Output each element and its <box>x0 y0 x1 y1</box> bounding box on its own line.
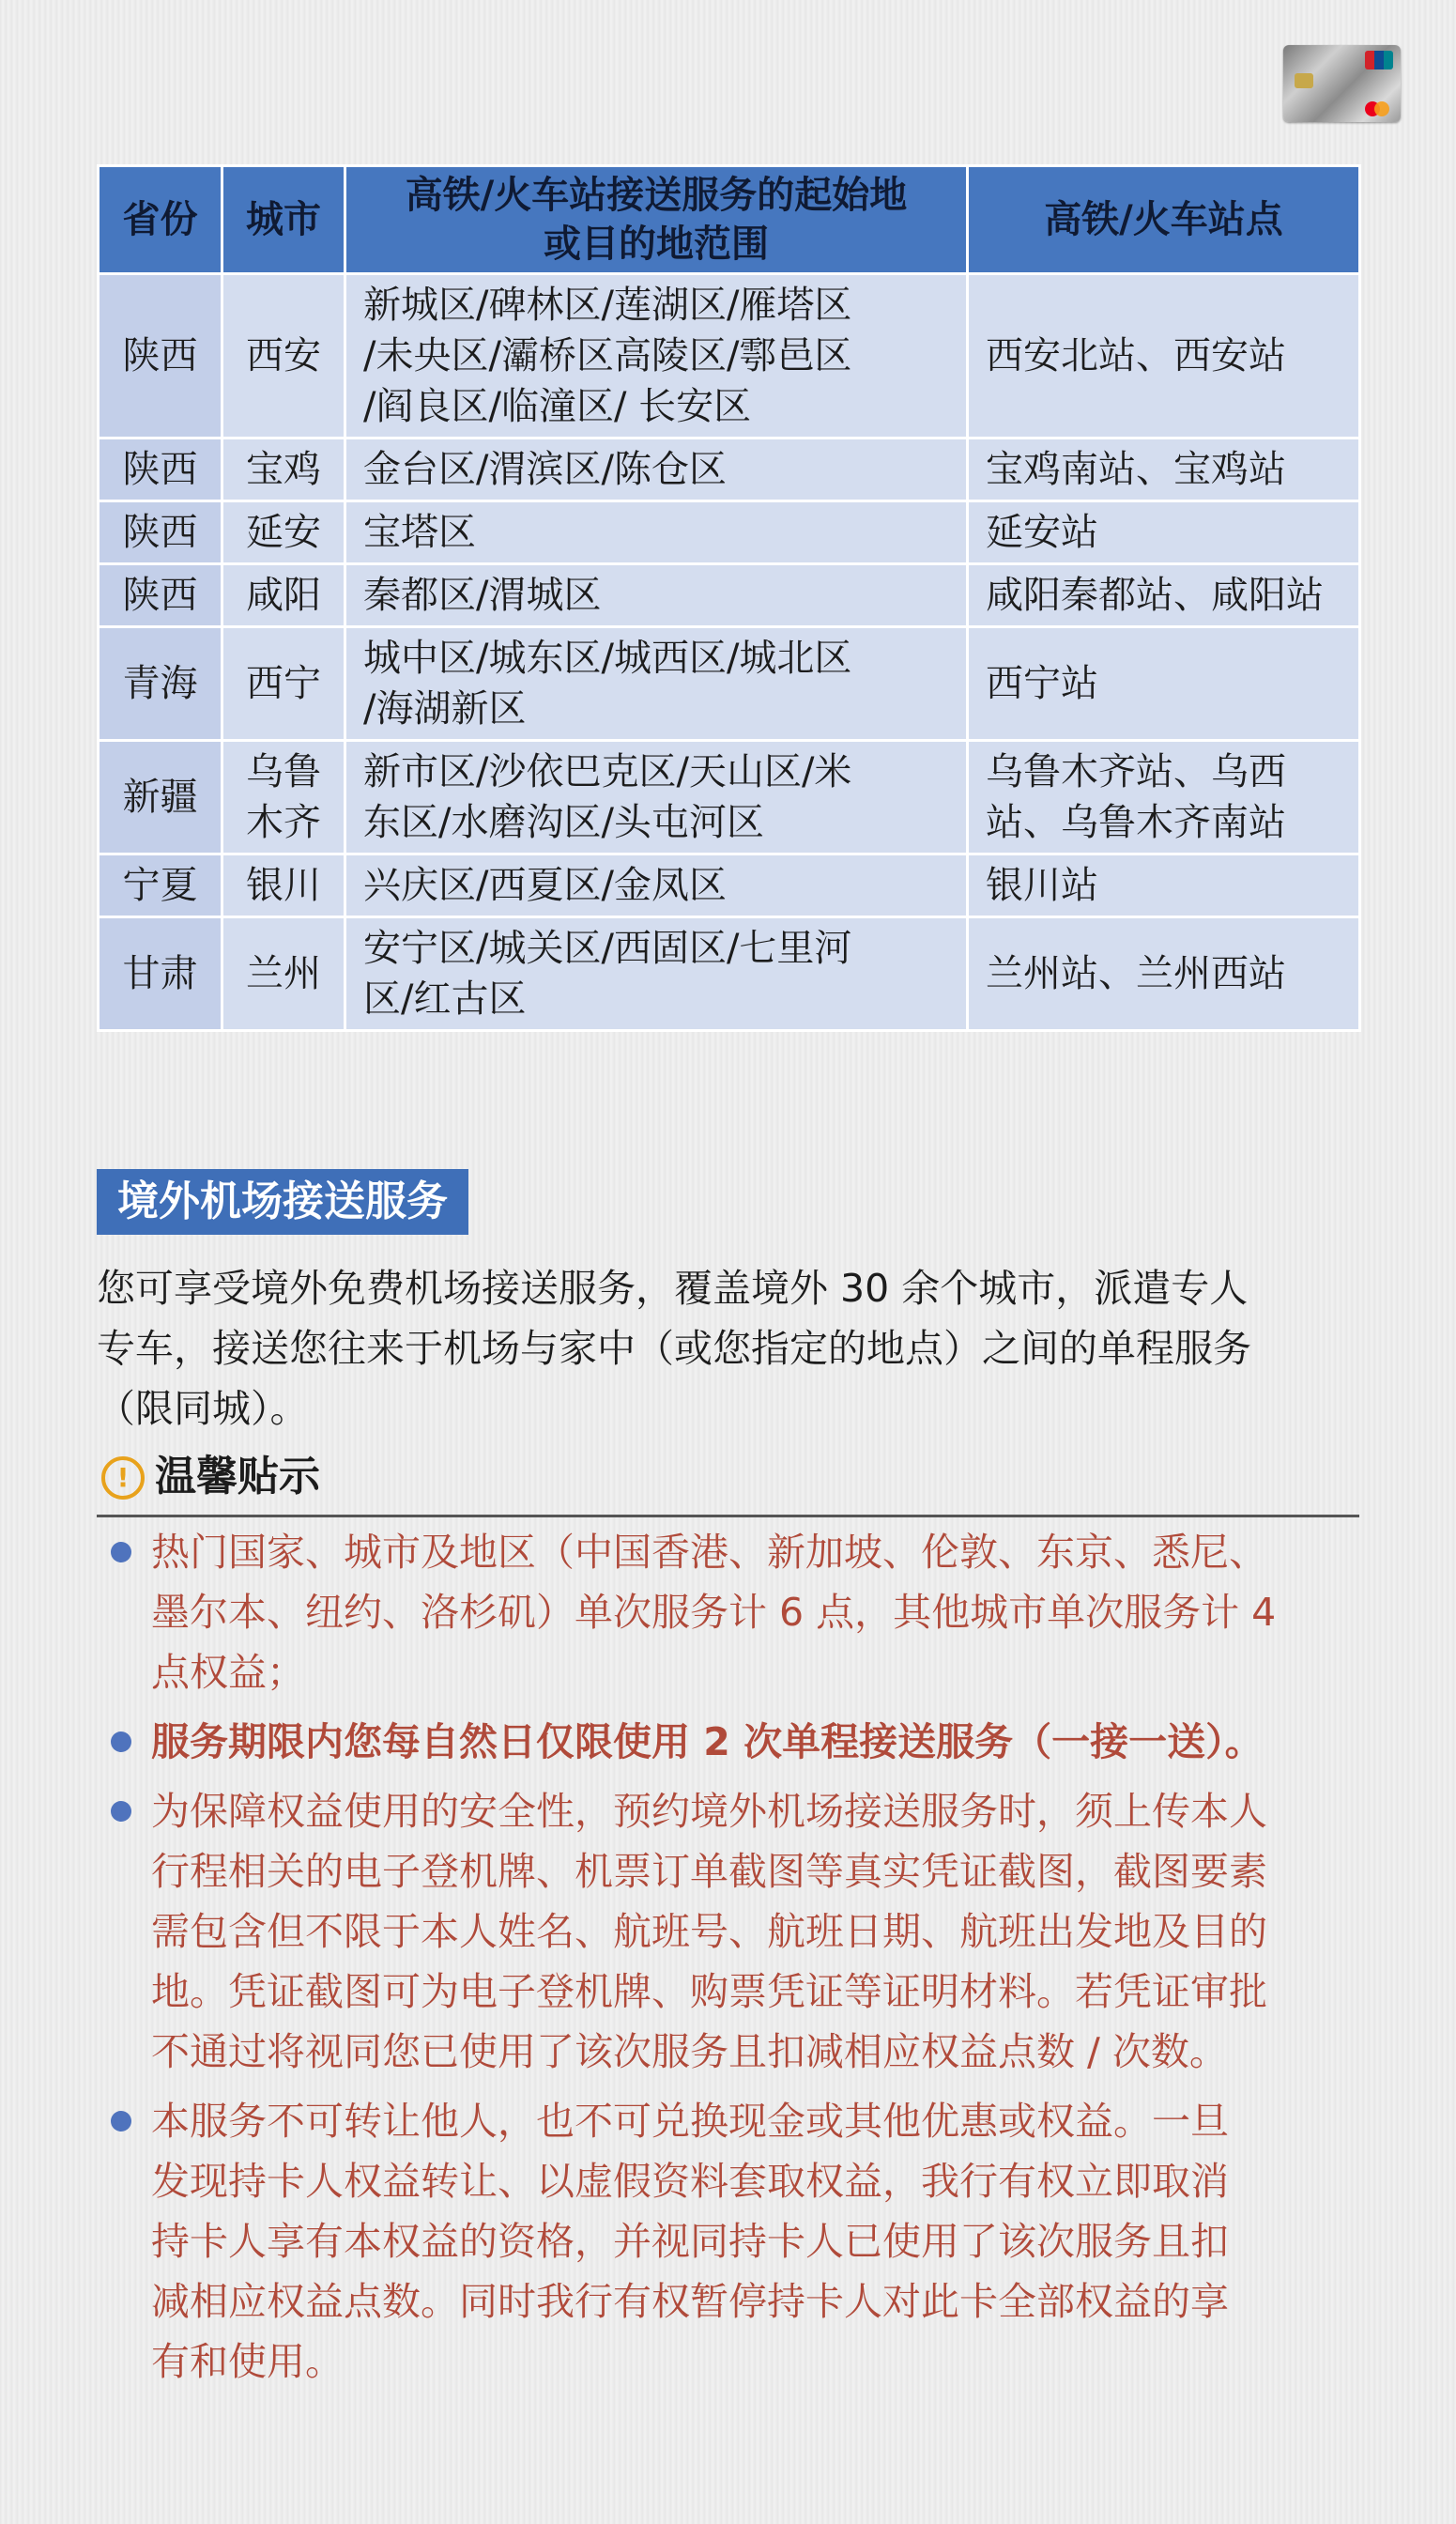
cell-city: 宝鸡 <box>222 439 345 501</box>
cell-range: 城中区/城东区/城西区/城北区 /海湖新区 <box>345 627 968 741</box>
cell-city: 延安 <box>222 501 345 564</box>
tip-text: 为保障权益使用的安全性，预约境外机场接送服务时，须上传本人 行程相关的电子登机牌、机票订单截图等真实凭证截图，截图要素 需包含但不限于本人姓名、航班号、航班日期、航班出发地及目的 地。凭证截图可为电子登机牌、购票凭证等证明材料。若凭证审批 不通过将视同您已使用了该次服务且扣减相应权益点数 / 次数。 <box>151 1789 1267 2074</box>
cell-range: 安宁区/城关区/西固区/七里河 区/红古区 <box>345 917 968 1031</box>
section-intro: 您可享受境外免费机场接送服务，覆盖境外 30 余个城市，派遣专人 专车，接送您往来于机场与家中（或您指定的地点）之间的单程服务 （限同城）。 <box>97 1266 1251 1431</box>
cell-range: 新市区/沙依巴克区/天山区/米 东区/水磨沟区/头屯河区 <box>345 741 968 854</box>
mastercard-logo-icon <box>1365 101 1393 116</box>
bank-card-thumbnail <box>1283 45 1401 122</box>
cell-range: 宝塔区 <box>345 501 968 564</box>
header-stations: 高铁/火车站点 <box>968 166 1360 274</box>
tip-item <box>97 1781 1359 2082</box>
cell-stations: 延安站 <box>968 501 1360 564</box>
table-row <box>99 439 1360 501</box>
station-service-table <box>97 164 1361 1032</box>
bullet-dot-icon <box>111 1801 131 1822</box>
cell-stations: 乌鲁木齐站、乌西 站、乌鲁木齐南站 <box>968 741 1360 854</box>
cell-range: 兴庆区/西夏区/金凤区 <box>345 854 968 917</box>
header-city: 城市 <box>222 166 345 274</box>
header-range: 高铁/火车站接送服务的起始地 或目的地范围 <box>345 166 968 274</box>
tip-item <box>97 1522 1359 1702</box>
table-row <box>99 741 1360 854</box>
table-row <box>99 501 1360 564</box>
header-province: 省份 <box>99 166 222 274</box>
bullet-dot-icon <box>111 1731 131 1752</box>
cell-range: 新城区/碑林区/莲湖区/雁塔区 /未央区/灞桥区高陵区/鄠邑区 /阎良区/临潼区/ 长安区 <box>345 274 968 439</box>
cell-city: 咸阳 <box>222 564 345 627</box>
cell-city: 银川 <box>222 854 345 917</box>
cell-stations: 银川站 <box>968 854 1360 917</box>
cell-stations: 兰州站、兰州西站 <box>968 917 1360 1031</box>
table-row <box>99 274 1360 439</box>
tip-item <box>97 2091 1359 2392</box>
cell-province: 青海 <box>99 627 222 741</box>
bullet-dot-icon <box>111 1542 131 1562</box>
cell-province: 甘肃 <box>99 917 222 1031</box>
cell-stations: 西安北站、西安站 <box>968 274 1360 439</box>
cell-province: 宁夏 <box>99 854 222 917</box>
cell-province: 陕西 <box>99 564 222 627</box>
cell-province: 新疆 <box>99 741 222 854</box>
table-row <box>99 564 1360 627</box>
bullet-dot-icon <box>111 2111 131 2132</box>
card-chip-icon <box>1295 73 1313 88</box>
tip-text: 本服务不可转让他人，也不可兑换现金或其他优惠或权益。一旦 发现持卡人权益转让、以虚假资料套取权益，我行有权立即取消 持卡人享有本权益的资格，并视同持卡人已使用了该次服务且扣 减相应权益点数。同时我行有权暂停持卡人对此卡全部权益的享 有和使用。 <box>151 2099 1229 2384</box>
cell-province: 陕西 <box>99 439 222 501</box>
unionpay-logo-icon <box>1365 51 1393 69</box>
cell-province: 陕西 <box>99 274 222 439</box>
cell-city: 西宁 <box>222 627 345 741</box>
cell-range: 金台区/渭滨区/陈仓区 <box>345 439 968 501</box>
tip-text: 服务期限内您每自然日仅限使用 2 次单程接送服务（一接一送）。 <box>151 1719 1264 1764</box>
cell-city: 兰州 <box>222 917 345 1031</box>
cell-city: 乌鲁 木齐 <box>222 741 345 854</box>
cell-province: 陕西 <box>99 501 222 564</box>
cell-stations: 西宁站 <box>968 627 1360 741</box>
exclamation-icon: ! <box>101 1456 145 1500</box>
table-header-row <box>99 166 1360 274</box>
tip-item <box>97 1712 1359 1772</box>
cell-stations: 咸阳秦都站、咸阳站 <box>968 564 1360 627</box>
tips-title: 温馨贴示 <box>155 1453 320 1501</box>
table-row <box>99 854 1360 917</box>
tips-list <box>97 1522 1359 2401</box>
section-title: 境外机场接送服务 <box>97 1169 468 1235</box>
table-row <box>99 627 1360 741</box>
cell-range: 秦都区/渭城区 <box>345 564 968 627</box>
table-row <box>99 917 1360 1031</box>
cell-city: 西安 <box>222 274 345 439</box>
tip-text: 热门国家、城市及地区（中国香港、新加坡、伦敦、东京、悉尼、 墨尔本、纽约、洛杉矶）单次服务计 6 点，其他城市单次服务计 4 点权益； <box>151 1530 1277 1695</box>
tips-header <box>97 1449 1359 1517</box>
cell-stations: 宝鸡南站、宝鸡站 <box>968 439 1360 501</box>
